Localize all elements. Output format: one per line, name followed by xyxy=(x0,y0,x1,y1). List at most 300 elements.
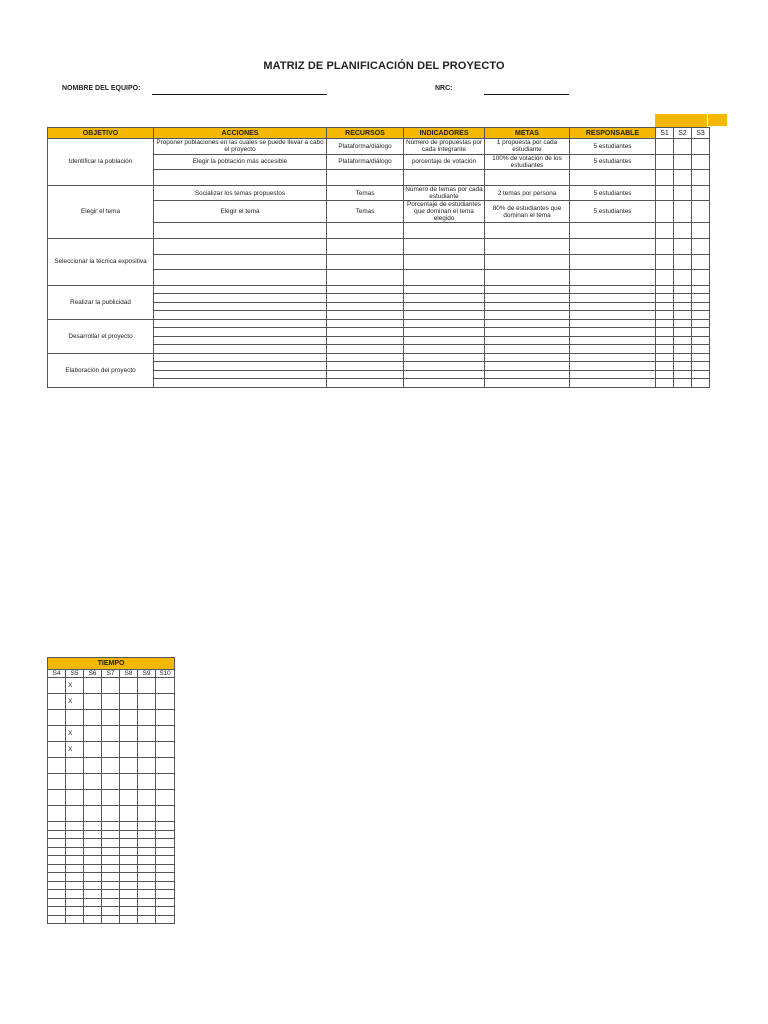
time-cell[interactable] xyxy=(120,774,138,790)
week-cell[interactable] xyxy=(692,285,710,294)
week-cell[interactable] xyxy=(674,154,692,170)
time-cell[interactable] xyxy=(138,678,156,694)
time-cell[interactable] xyxy=(48,726,66,742)
time-cell[interactable] xyxy=(138,758,156,774)
time-cell[interactable] xyxy=(84,678,102,694)
empty-cell[interactable] xyxy=(404,345,485,354)
time-cell[interactable] xyxy=(120,678,138,694)
time-mark-cell[interactable]: X xyxy=(66,726,84,742)
week-cell[interactable] xyxy=(656,379,674,388)
empty-cell[interactable] xyxy=(327,336,404,345)
time-cell[interactable] xyxy=(120,864,138,873)
time-cell[interactable] xyxy=(66,856,84,865)
time-cell[interactable] xyxy=(102,822,120,831)
empty-cell[interactable] xyxy=(327,379,404,388)
week-cell[interactable] xyxy=(656,285,674,294)
empty-cell[interactable] xyxy=(485,254,570,270)
time-cell[interactable] xyxy=(48,742,66,758)
week-cell[interactable] xyxy=(674,328,692,337)
objective-cell: Elaboración del proyecto xyxy=(48,353,154,387)
time-cell[interactable] xyxy=(120,726,138,742)
week-cell[interactable] xyxy=(674,294,692,303)
time-cell[interactable] xyxy=(138,856,156,865)
week-cell[interactable] xyxy=(692,185,710,201)
week-cell[interactable] xyxy=(692,362,710,371)
empty-cell[interactable] xyxy=(404,223,485,239)
empty-cell[interactable] xyxy=(154,336,327,345)
time-cell[interactable] xyxy=(120,758,138,774)
time-cell[interactable] xyxy=(120,710,138,726)
time-cell[interactable] xyxy=(66,839,84,848)
time-cell[interactable] xyxy=(84,726,102,742)
time-cell[interactable] xyxy=(84,790,102,806)
week-cell[interactable] xyxy=(674,362,692,371)
week-cell[interactable] xyxy=(692,154,710,170)
empty-cell[interactable] xyxy=(570,370,656,379)
empty-cell[interactable] xyxy=(404,328,485,337)
time-cell[interactable] xyxy=(138,898,156,907)
week-cell[interactable] xyxy=(656,319,674,328)
empty-cell[interactable] xyxy=(570,254,656,270)
empty-cell[interactable] xyxy=(154,285,327,294)
empty-cell[interactable] xyxy=(570,319,656,328)
accion-cell: Elegir la población más accesible xyxy=(154,154,327,170)
time-cell[interactable] xyxy=(138,822,156,831)
time-cell[interactable] xyxy=(48,758,66,774)
empty-cell[interactable] xyxy=(327,353,404,362)
empty-cell[interactable] xyxy=(570,336,656,345)
empty-cell[interactable] xyxy=(327,311,404,320)
time-cell[interactable] xyxy=(48,915,66,924)
time-cell[interactable] xyxy=(156,774,175,790)
time-cell[interactable] xyxy=(48,847,66,856)
time-cell[interactable] xyxy=(48,864,66,873)
time-cell[interactable] xyxy=(84,873,102,882)
empty-cell[interactable] xyxy=(570,311,656,320)
time-cell[interactable] xyxy=(156,822,175,831)
time-cell[interactable] xyxy=(120,881,138,890)
time-cell[interactable] xyxy=(156,915,175,924)
time-cell[interactable] xyxy=(66,806,84,822)
empty-cell[interactable] xyxy=(404,319,485,328)
time-cell[interactable] xyxy=(66,822,84,831)
week-cell[interactable] xyxy=(674,270,692,286)
week-cell[interactable] xyxy=(674,353,692,362)
time-cell[interactable] xyxy=(120,694,138,710)
time-cell[interactable] xyxy=(66,710,84,726)
empty-cell[interactable] xyxy=(327,294,404,303)
time-cell[interactable] xyxy=(138,890,156,899)
time-cell[interactable] xyxy=(120,847,138,856)
time-cell[interactable] xyxy=(138,830,156,839)
time-cell[interactable] xyxy=(66,790,84,806)
empty-cell[interactable] xyxy=(485,336,570,345)
time-cell[interactable] xyxy=(48,881,66,890)
empty-cell[interactable] xyxy=(154,345,327,354)
empty-cell[interactable] xyxy=(485,370,570,379)
time-cell[interactable] xyxy=(156,726,175,742)
week-cell[interactable] xyxy=(692,311,710,320)
week-cell[interactable] xyxy=(692,223,710,239)
time-cell[interactable] xyxy=(156,856,175,865)
week-cell[interactable] xyxy=(656,201,674,223)
week-cell[interactable] xyxy=(692,170,710,186)
week-cell[interactable] xyxy=(692,201,710,223)
time-cell[interactable] xyxy=(120,898,138,907)
time-cell[interactable] xyxy=(156,710,175,726)
time-cell[interactable] xyxy=(48,806,66,822)
week-cell[interactable] xyxy=(692,139,710,155)
week-cell[interactable] xyxy=(674,311,692,320)
time-cell[interactable] xyxy=(138,839,156,848)
time-cell[interactable] xyxy=(48,790,66,806)
time-cell[interactable] xyxy=(48,694,66,710)
empty-cell[interactable] xyxy=(327,170,404,186)
empty-cell[interactable] xyxy=(570,345,656,354)
time-cell[interactable] xyxy=(138,790,156,806)
time-cell[interactable] xyxy=(138,907,156,916)
week-cell[interactable] xyxy=(656,154,674,170)
time-cell[interactable] xyxy=(120,915,138,924)
team-name-field[interactable] xyxy=(152,94,327,95)
time-cell[interactable] xyxy=(84,774,102,790)
time-cell[interactable] xyxy=(66,830,84,839)
empty-cell[interactable] xyxy=(485,353,570,362)
empty-cell[interactable] xyxy=(404,302,485,311)
time-cell[interactable] xyxy=(48,839,66,848)
week-cell[interactable] xyxy=(656,294,674,303)
time-cell[interactable] xyxy=(156,847,175,856)
time-cell[interactable] xyxy=(120,873,138,882)
empty-cell[interactable] xyxy=(327,328,404,337)
week-cell[interactable] xyxy=(674,319,692,328)
time-cell[interactable] xyxy=(120,822,138,831)
week-cell[interactable] xyxy=(674,238,692,254)
empty-cell[interactable] xyxy=(404,170,485,186)
week-cell[interactable] xyxy=(656,302,674,311)
empty-cell[interactable] xyxy=(154,238,327,254)
empty-cell[interactable] xyxy=(404,254,485,270)
time-cell[interactable] xyxy=(156,758,175,774)
time-cell[interactable] xyxy=(156,907,175,916)
time-cell[interactable] xyxy=(66,898,84,907)
empty-cell[interactable] xyxy=(327,285,404,294)
week-cell[interactable] xyxy=(692,353,710,362)
time-cell[interactable] xyxy=(66,873,84,882)
week-cell[interactable] xyxy=(674,170,692,186)
empty-cell[interactable] xyxy=(485,302,570,311)
time-cell[interactable] xyxy=(102,881,120,890)
time-cell[interactable] xyxy=(84,881,102,890)
time-cell[interactable] xyxy=(120,890,138,899)
time-cell[interactable] xyxy=(102,898,120,907)
time-mark-cell[interactable]: X xyxy=(66,694,84,710)
empty-cell[interactable] xyxy=(154,302,327,311)
time-cell[interactable] xyxy=(66,915,84,924)
week-cell[interactable] xyxy=(656,353,674,362)
empty-cell[interactable] xyxy=(570,285,656,294)
time-cell[interactable] xyxy=(48,678,66,694)
time-cell[interactable] xyxy=(138,915,156,924)
empty-cell[interactable] xyxy=(570,238,656,254)
time-cell[interactable] xyxy=(84,742,102,758)
time-cell[interactable] xyxy=(156,890,175,899)
time-cell[interactable] xyxy=(138,864,156,873)
week-cell[interactable] xyxy=(692,328,710,337)
time-cell[interactable] xyxy=(48,822,66,831)
time-cell[interactable] xyxy=(120,856,138,865)
empty-cell[interactable] xyxy=(570,270,656,286)
week-cell[interactable] xyxy=(656,370,674,379)
time-cell[interactable] xyxy=(120,907,138,916)
empty-cell[interactable] xyxy=(570,170,656,186)
time-cell[interactable] xyxy=(84,839,102,848)
week-cell[interactable] xyxy=(656,270,674,286)
empty-cell[interactable] xyxy=(570,379,656,388)
week-cell[interactable] xyxy=(656,362,674,371)
week-cell[interactable] xyxy=(674,139,692,155)
time-cell[interactable] xyxy=(102,806,120,822)
time-cell[interactable] xyxy=(84,898,102,907)
week-cell[interactable] xyxy=(656,223,674,239)
time-cell[interactable] xyxy=(156,806,175,822)
time-cell[interactable] xyxy=(102,678,120,694)
time-cell[interactable] xyxy=(138,710,156,726)
week-cell[interactable] xyxy=(656,139,674,155)
empty-cell[interactable] xyxy=(485,223,570,239)
week-cell[interactable] xyxy=(674,201,692,223)
week-cell[interactable] xyxy=(692,319,710,328)
empty-cell[interactable] xyxy=(154,170,327,186)
empty-cell[interactable] xyxy=(485,328,570,337)
empty-cell[interactable] xyxy=(327,370,404,379)
empty-cell[interactable] xyxy=(327,362,404,371)
time-cell[interactable] xyxy=(66,881,84,890)
empty-cell[interactable] xyxy=(154,328,327,337)
time-cell[interactable] xyxy=(66,864,84,873)
week-cell[interactable] xyxy=(656,328,674,337)
week-cell[interactable] xyxy=(656,238,674,254)
time-cell[interactable] xyxy=(102,758,120,774)
empty-cell[interactable] xyxy=(404,238,485,254)
week-cell[interactable] xyxy=(674,254,692,270)
empty-cell[interactable] xyxy=(154,294,327,303)
time-cell[interactable] xyxy=(138,742,156,758)
time-cell[interactable] xyxy=(84,806,102,822)
empty-cell[interactable] xyxy=(404,270,485,286)
time-cell[interactable] xyxy=(66,758,84,774)
time-cell[interactable] xyxy=(138,881,156,890)
time-cell[interactable] xyxy=(102,830,120,839)
empty-cell[interactable] xyxy=(154,362,327,371)
week-cell[interactable] xyxy=(674,223,692,239)
time-cell[interactable] xyxy=(84,890,102,899)
time-cell[interactable] xyxy=(120,790,138,806)
time-cell[interactable] xyxy=(156,898,175,907)
time-cell[interactable] xyxy=(102,694,120,710)
nrc-field[interactable] xyxy=(484,94,569,95)
empty-cell[interactable] xyxy=(570,223,656,239)
time-cell[interactable] xyxy=(102,890,120,899)
time-mark-cell[interactable]: X xyxy=(66,742,84,758)
week-cell[interactable] xyxy=(692,302,710,311)
empty-cell[interactable] xyxy=(327,270,404,286)
time-cell[interactable] xyxy=(48,830,66,839)
time-cell[interactable] xyxy=(102,710,120,726)
time-cell[interactable] xyxy=(102,864,120,873)
empty-cell[interactable] xyxy=(404,336,485,345)
time-cell[interactable] xyxy=(84,915,102,924)
empty-cell[interactable] xyxy=(485,362,570,371)
time-cell[interactable] xyxy=(66,847,84,856)
time-cell[interactable] xyxy=(120,830,138,839)
time-cell[interactable] xyxy=(84,822,102,831)
empty-cell[interactable] xyxy=(404,311,485,320)
time-cell[interactable] xyxy=(156,790,175,806)
time-cell[interactable] xyxy=(156,694,175,710)
time-cell[interactable] xyxy=(156,830,175,839)
time-cell[interactable] xyxy=(156,678,175,694)
empty-cell[interactable] xyxy=(154,353,327,362)
week-cell[interactable] xyxy=(656,345,674,354)
time-cell[interactable] xyxy=(138,694,156,710)
time-cell[interactable] xyxy=(66,890,84,899)
week-cell[interactable] xyxy=(656,185,674,201)
empty-cell[interactable] xyxy=(404,379,485,388)
empty-cell[interactable] xyxy=(570,362,656,371)
empty-cell[interactable] xyxy=(485,285,570,294)
time-cell[interactable] xyxy=(102,907,120,916)
week-cell[interactable] xyxy=(674,379,692,388)
week-cell[interactable] xyxy=(692,238,710,254)
time-cell[interactable] xyxy=(138,726,156,742)
empty-cell[interactable] xyxy=(485,345,570,354)
empty-cell[interactable] xyxy=(154,370,327,379)
time-cell[interactable] xyxy=(102,873,120,882)
time-cell[interactable] xyxy=(48,873,66,882)
time-cell[interactable] xyxy=(48,890,66,899)
time-cell[interactable] xyxy=(66,907,84,916)
empty-cell[interactable] xyxy=(570,353,656,362)
week-cell[interactable] xyxy=(674,185,692,201)
time-cell[interactable] xyxy=(84,758,102,774)
empty-cell[interactable] xyxy=(327,223,404,239)
week-cell[interactable] xyxy=(692,254,710,270)
time-cell[interactable] xyxy=(102,726,120,742)
empty-cell[interactable] xyxy=(404,353,485,362)
time-cell[interactable] xyxy=(48,907,66,916)
time-cell[interactable] xyxy=(102,856,120,865)
time-cell[interactable] xyxy=(102,915,120,924)
week-cell[interactable] xyxy=(674,370,692,379)
week-cell[interactable] xyxy=(674,345,692,354)
week-cell[interactable] xyxy=(656,336,674,345)
time-cell[interactable] xyxy=(120,806,138,822)
time-cell[interactable] xyxy=(84,710,102,726)
week-cell[interactable] xyxy=(692,345,710,354)
time-cell[interactable] xyxy=(84,856,102,865)
week-cell[interactable] xyxy=(692,379,710,388)
empty-cell[interactable] xyxy=(570,294,656,303)
week-cell[interactable] xyxy=(692,336,710,345)
empty-cell[interactable] xyxy=(485,238,570,254)
time-cell[interactable] xyxy=(84,907,102,916)
week-cell[interactable] xyxy=(656,311,674,320)
empty-cell[interactable] xyxy=(154,254,327,270)
empty-cell[interactable] xyxy=(154,270,327,286)
empty-cell[interactable] xyxy=(404,370,485,379)
empty-cell[interactable] xyxy=(154,223,327,239)
time-cell[interactable] xyxy=(48,898,66,907)
empty-cell[interactable] xyxy=(485,270,570,286)
empty-cell[interactable] xyxy=(404,294,485,303)
week-cell[interactable] xyxy=(674,336,692,345)
time-row xyxy=(48,915,175,924)
empty-cell[interactable] xyxy=(154,379,327,388)
time-cell[interactable] xyxy=(102,790,120,806)
time-cell[interactable] xyxy=(156,742,175,758)
empty-cell[interactable] xyxy=(327,319,404,328)
time-cell[interactable] xyxy=(156,873,175,882)
empty-cell[interactable] xyxy=(404,362,485,371)
time-cell[interactable] xyxy=(102,774,120,790)
week-cell[interactable] xyxy=(692,370,710,379)
time-cell[interactable] xyxy=(138,774,156,790)
time-cell[interactable] xyxy=(138,847,156,856)
empty-cell[interactable] xyxy=(154,311,327,320)
time-cell[interactable] xyxy=(138,873,156,882)
week-cell[interactable] xyxy=(656,254,674,270)
time-cell[interactable] xyxy=(84,847,102,856)
week-cell[interactable] xyxy=(674,285,692,294)
time-cell[interactable] xyxy=(48,856,66,865)
time-cell[interactable] xyxy=(120,839,138,848)
time-cell[interactable] xyxy=(102,742,120,758)
empty-cell[interactable] xyxy=(485,311,570,320)
empty-cell[interactable] xyxy=(570,302,656,311)
empty-cell[interactable] xyxy=(327,254,404,270)
time-cell[interactable] xyxy=(138,806,156,822)
time-cell[interactable] xyxy=(84,830,102,839)
time-cell[interactable] xyxy=(48,774,66,790)
time-cell[interactable] xyxy=(156,839,175,848)
empty-cell[interactable] xyxy=(485,379,570,388)
time-cell[interactable] xyxy=(84,694,102,710)
time-cell[interactable] xyxy=(66,774,84,790)
time-cell[interactable] xyxy=(102,847,120,856)
empty-cell[interactable] xyxy=(327,345,404,354)
empty-cell[interactable] xyxy=(485,294,570,303)
time-mark-cell[interactable]: X xyxy=(66,678,84,694)
week-cell[interactable] xyxy=(692,270,710,286)
empty-cell[interactable] xyxy=(327,238,404,254)
empty-cell[interactable] xyxy=(485,170,570,186)
empty-cell[interactable] xyxy=(570,328,656,337)
time-cell[interactable] xyxy=(156,881,175,890)
time-cell[interactable] xyxy=(84,864,102,873)
time-cell[interactable] xyxy=(102,839,120,848)
empty-cell[interactable] xyxy=(154,319,327,328)
empty-cell[interactable] xyxy=(404,285,485,294)
week-cell[interactable] xyxy=(674,302,692,311)
empty-cell[interactable] xyxy=(327,302,404,311)
week-cell[interactable] xyxy=(656,170,674,186)
time-cell[interactable] xyxy=(156,864,175,873)
time-cell[interactable] xyxy=(120,742,138,758)
empty-cell[interactable] xyxy=(485,319,570,328)
time-cell[interactable] xyxy=(48,710,66,726)
week-cell[interactable] xyxy=(692,294,710,303)
